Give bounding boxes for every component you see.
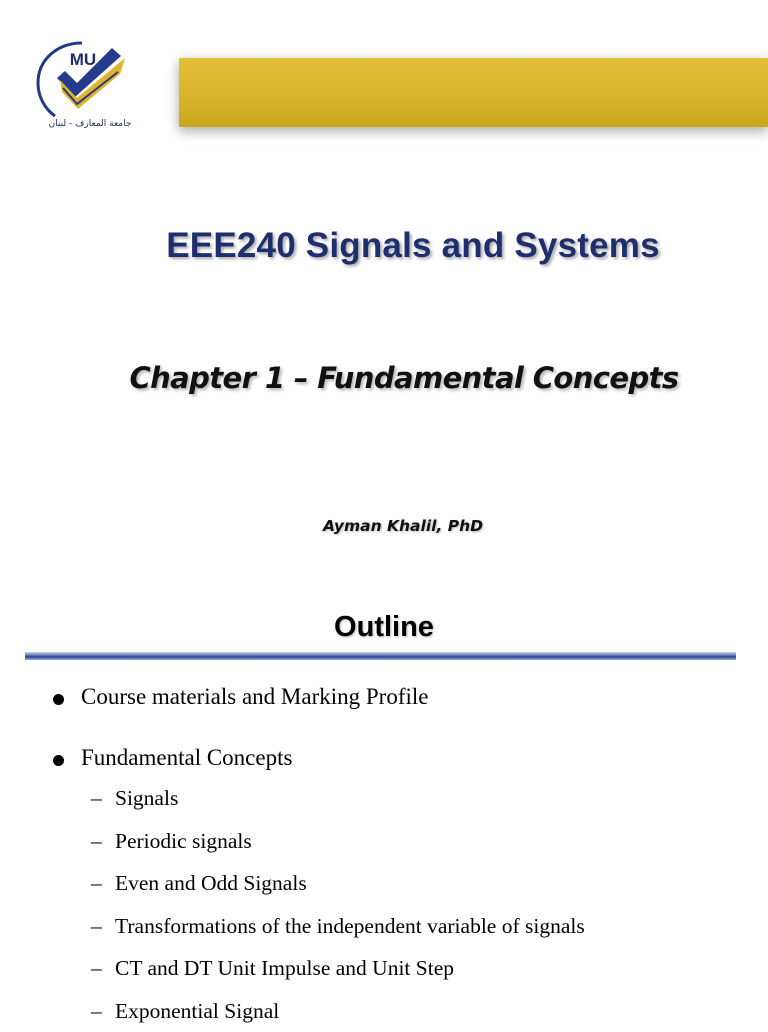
- university-logo: [30, 34, 136, 132]
- sub-item: [81, 947, 768, 990]
- outline-heading: Outline: [0, 611, 768, 644]
- bullet-dot-icon: [53, 694, 64, 705]
- sub-item: [81, 862, 768, 905]
- sub-item-label: Periodic signals: [115, 829, 252, 853]
- outline-list: [0, 684, 768, 1032]
- sub-item: [81, 905, 768, 948]
- sub-item-label: Exponential Signal: [115, 999, 279, 1023]
- heading-divider: [25, 652, 736, 660]
- dash-icon: –: [91, 990, 102, 1032]
- dash-icon: –: [91, 947, 102, 990]
- bullet-dot-icon: [53, 755, 64, 766]
- course-title: EEE240 Signals and Systems: [0, 226, 768, 266]
- sub-item: [81, 990, 768, 1032]
- outline-item-label: Course materials and Marking Profile: [81, 684, 428, 709]
- sub-item: [81, 777, 768, 820]
- svg-text:جامعة المعارف - لبنان: جامعة المعارف - لبنان: [49, 119, 132, 129]
- sub-item-label: CT and DT Unit Impulse and Unit Step: [115, 956, 454, 980]
- sub-item-label: Transformations of the independent variable of signals: [115, 914, 585, 938]
- sub-item: [81, 820, 768, 863]
- chapter-title: Chapter 1 – Fundamental Concepts: [0, 361, 768, 395]
- outline-sublist: [81, 777, 768, 1032]
- svg-text:MU: MU: [70, 50, 96, 69]
- outline-item-label: Fundamental Concepts: [81, 745, 292, 770]
- dash-icon: –: [91, 777, 102, 820]
- sub-item-label: Even and Odd Signals: [115, 871, 307, 895]
- dash-icon: –: [91, 820, 102, 863]
- sub-item-label: Signals: [115, 786, 178, 810]
- dash-icon: –: [91, 862, 102, 905]
- dash-icon: –: [91, 905, 102, 948]
- author-name: Ayman Khalil, PhD: [0, 517, 768, 535]
- outline-item: [0, 684, 768, 710]
- header-banner: [179, 58, 768, 127]
- outline-item: [0, 745, 768, 1032]
